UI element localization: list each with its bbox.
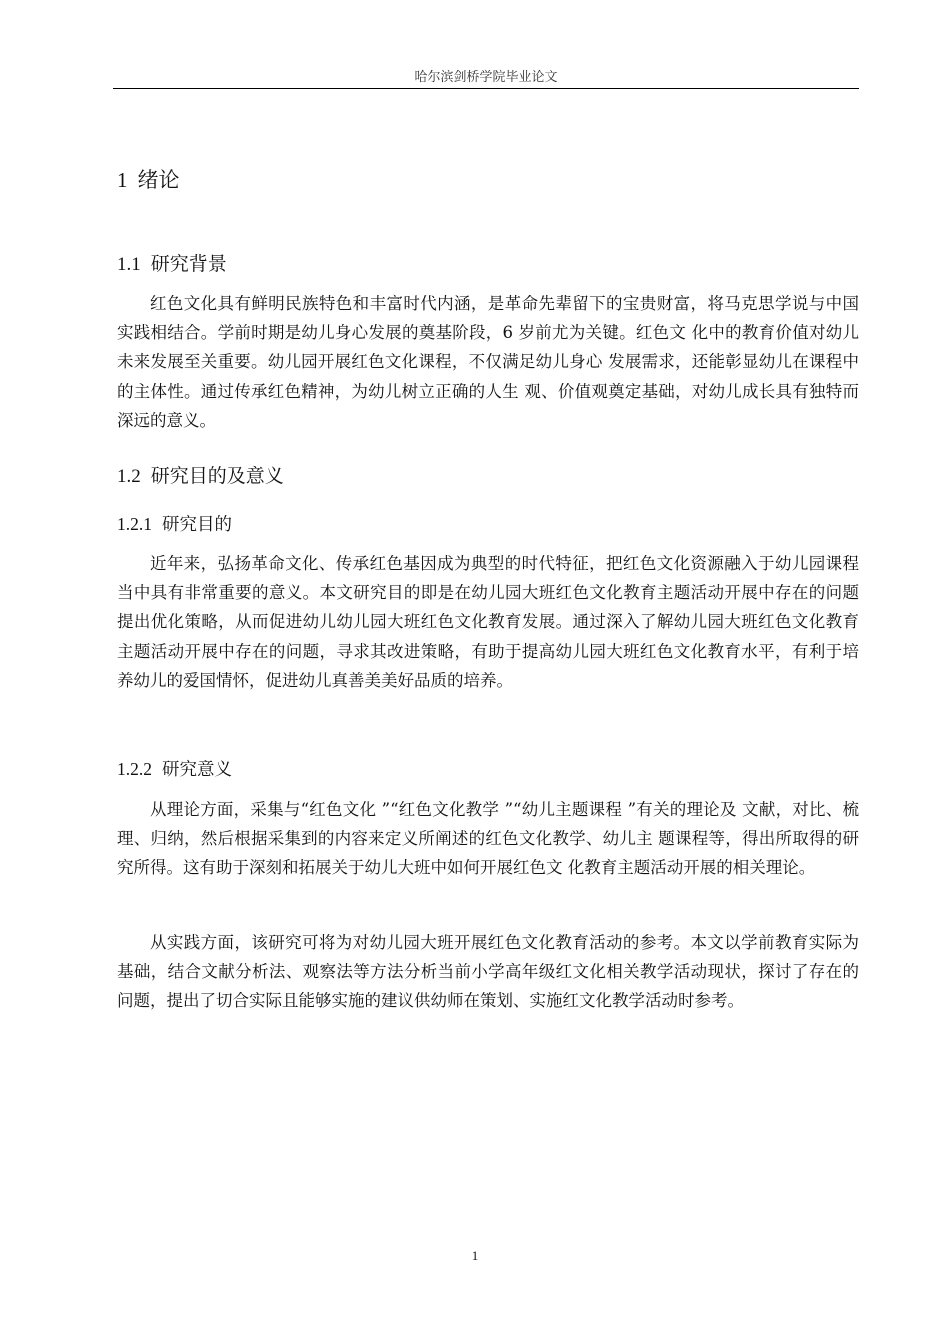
paragraph-significance-theory: 从理论方面，采集与“红色文化 ”“红色文化教学 ”“幼儿主题课程 ”有关的理论及 文献，对比、梳理、归纳，然后根据采集到的内容来定义所阐述的红色文化教学、幼儿主 题课程等，得出所取得的研究所得。这有助于深刻和拓展关于幼儿大班中如何开展红色文 化教育主题活动开展的相关理论。 [117,800,859,878]
section-number: 1.2 [117,466,141,487]
chapter-heading [117,164,180,194]
subsection-number: 1.2.2 [117,759,152,779]
paragraph-significance-practice: 从实践方面，该研究可将为对幼儿园大班开展红色文化教育活动的参考。本文以学前教育实际为基础，结合文献分析法、观察法等方法分析当前小学高年级红文化相关教学活动现状，探讨了存在的问题，提出了切合实际且能够实施的建议供幼师在策划、实施红文化教学活动时参考。 [117,933,859,1011]
section-heading-purpose-significance [117,461,284,488]
subsection-title: 研究目的 [162,515,232,535]
subsection-title: 研究意义 [162,760,232,780]
page-number: 1 [471,1248,479,1263]
section-heading-background [117,249,227,276]
paragraph-purpose: 近年来，弘扬革命文化、传承红色基因成为典型的时代特征，把红色文化资源融入于幼儿园课程当中具有非常重要的意义。本文研究目的即是在幼儿园大班红色文化教育主题活动开展中存在的问题提出优化策略，从而促进幼儿幼儿园大班红色文化教育发展。通过深入了解幼儿园大班红色文化教育主题活动开展中存在的问题，寻求其改进策略，有助于提高幼儿园大班红色文化教育水平，有利于培养幼儿的爱国情怀，促进幼儿真善美美好品质的培养。 [117,554,859,690]
subsection-heading-significance [117,756,232,781]
subsection-number: 1.2.1 [117,514,152,534]
running-header: 哈尔滨剑桥学院毕业论文 [414,70,558,85]
section-number: 1.1 [117,254,141,275]
paragraph-background: 红色文化具有鲜明民族特色和丰富时代内涵，是革命先辈留下的宝贵财富，将马克思学说与中国实践相结合。学前时期是幼儿身心发展的奠基阶段，6 岁前尤为关键。红色文 化中的教育价值对幼儿未来发展至关重要。幼儿园开展红色文化课程，不仅满足幼儿身心 发展需求，还能彰显幼儿在课程中的主体性。通过传承红色精神，为幼儿树立正确的人生 观、价值观奠定基础，对幼儿成长具有独特而深远的意义。 [117,294,859,430]
header-rule [113,88,859,89]
section-title: 研究背景 [150,253,227,275]
subsection-heading-purpose [117,511,232,536]
chapter-number: 1 [117,168,128,192]
chapter-title: 绪论 [137,168,180,192]
section-title: 研究目的及意义 [150,465,284,487]
